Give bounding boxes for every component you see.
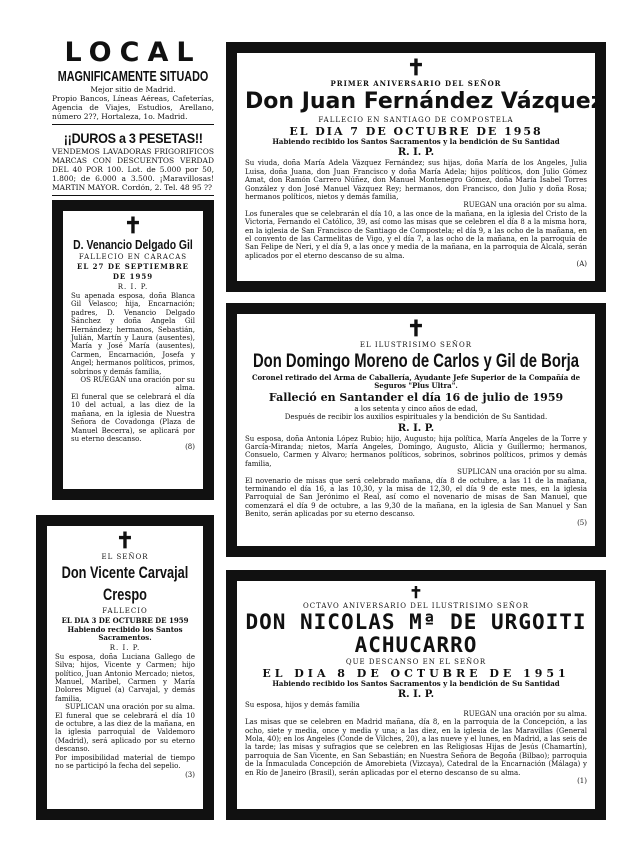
obituary-pre: OCTAVO ANIVERSARIO DEL ILUSTRISIMO SEÑOR — [303, 602, 529, 610]
obituary-pre: EL ILUSTRISIMO SEÑOR — [359, 341, 473, 349]
obituary-date: EL DIA 7 DE OCTUBRE DE 1958 — [289, 125, 543, 138]
obituary-name: Don Domingo Moreno de Carlos y Gil de Borja — [252, 351, 580, 372]
obituary-title: Coronel retirado del Arma de Caballería, Ayudante Jefe Superior de la Compañía de Seguros "Plus Ultra". — [251, 373, 581, 391]
obituary-name-2: Crespo — [103, 585, 147, 604]
obituary-note: Por imposibilidad material de tiempo no se participó la fecha del sepelio. — [55, 753, 195, 771]
obituary-pre: EL SEÑOR — [101, 553, 149, 561]
obituary-rip: R. I. P. — [397, 147, 435, 159]
obituary-request: RUEGAN una oración por su alma. — [463, 201, 587, 210]
ad-local — [52, 38, 214, 199]
obituary-family: Su esposa, doña Luciana Gallego de Silva; hijos, Vicente y Carmen; hijo político, Juan Antonio Mercado; nietos, Manuel, Maribel, Carmen y María Dolores Miguel (a) Carvajal, y demás familia, — [55, 652, 195, 703]
obituary-funeral: El funeral que se celebrará el día 10 de octubre, a las diez de la mañana, en la iglesia parroquial de Valdemoro (Madrid), será aplicado por su eterno descanso. — [55, 711, 195, 754]
obituary-family: Su esposa, doña Antonia López Rubio; hijo, Augusto; hija política, María Angeles de la Torre y García-Miranda; nietos, María Angeles, Domingo, Augusto, Alicia y Guillermo; hermanos, Consuelo, Carmen y Alvaro; hermanos políticos, sobrinos, sobrinos políticos, primos y demás familia, — [245, 434, 587, 468]
ad-local-subtitle: MAGNIFICAMENTE SITUADO — [57, 68, 209, 85]
obituary-rip: R. I. P. — [397, 422, 435, 434]
obituary-ref: (5) — [577, 518, 587, 527]
obituary-family: Su esposa, hijos y demás familia — [245, 701, 360, 710]
obituary-request: SUPLICAN una oración por su alma. — [65, 703, 195, 712]
obituary-sacraments: Después de recibir los auxilios espirituales y la bendición de Su Santidad. — [284, 413, 548, 422]
cross-icon: ✝ — [409, 583, 423, 602]
obituary-rip: R. I. P. — [397, 689, 435, 701]
ad-duros-text: VENDEMOS LAVADORAS FRIGORIFICOS MARCAS CON DESCUENTOS VERDAD DEL 40 POR 100. Lot. de 5.000 por 50, 1.800; de 6.000 a 3.500. ¡Maravillosas! MARTIN MAYOR. Cordón, 2. Tel. 48 95 ?? — [52, 147, 214, 192]
ad-local-text: Propio Bancos, Líneas Aéreas, Cafeterías, Agencia de Viajes, Estudios, Arellano, número 2??, Hortaleza, 1o. Madrid. — [52, 94, 214, 121]
obituary-place: FALLECIO EN SANTIAGO DE COMPOSTELA — [318, 116, 514, 124]
obituary-ref: (1) — [577, 777, 587, 786]
obituary-sacraments: Habiendo recibido los Santos Sacramentos. — [67, 625, 183, 643]
divider — [52, 124, 214, 125]
obituary-sacraments: Habiendo recibido los Santos Sacramentos y la bendición de Su Santidad — [272, 137, 560, 146]
obituary-delgado — [52, 200, 214, 500]
obituary-funeral: El novenario de misas que será celebrado mañana, día 8 de octubre, a las 11 de la mañana, terminando el día 16, a las 10,30, y la misa de 12,30, el día 9 de este mes, en la iglesia Parroquial de San Jerónimo el Real, así como el novenario de misas de San Manuel, que comenzará el día 9 de octubre, a las 9,30 de la mañana, en la iglesia de San Manuel y San Benito, serán aplicadas por su eterno descanso. — [245, 476, 587, 519]
obituary-name: Don Juan Fernández Vázquez — [245, 89, 604, 114]
obituary-request: SUPLICAN una oración por su alma. — [457, 468, 587, 477]
ad-duros-title: ¡¡DUROS a 3 PESETAS!! — [63, 130, 203, 146]
obituary-rest: QUE DESCANSO EN EL SEÑOR — [345, 658, 487, 666]
ad-duros-title-wrap — [52, 128, 214, 147]
obituary-pre: PRIMER ANIVERSARIO DEL SEÑOR — [330, 79, 502, 88]
obituary-carvajal — [36, 515, 214, 820]
obituary-name: Don Vicente Carvajal — [61, 563, 189, 582]
ad-local-title: LOCAL — [64, 37, 202, 68]
obituary-sacraments: Habiendo recibido los Santos Sacramentos y la bendición de Su Santidad — [272, 679, 560, 688]
obituary-urgoiti — [226, 570, 606, 820]
cross-icon: ✝ — [406, 316, 426, 342]
obituary-name: DON NICOLAS Mª DE URGOITI — [245, 610, 587, 634]
obituary-family: Su viuda, doña María Adela Vázquez Fernández; sus hijas, doña María de los Angeles, Julia Luisa, doña Juana, don Juan Francisco y doña María Adela; hijos políticos, don Julio Gómez Amat, don Ramón Carrero Núñez, don Manuel Montenegro Gómez, doña María Isabel Torres González y don José Manuel Vázquez Rey; hermanos, don Francisco, don Julio y doña Rosa; hermanos políticos, nietos y demás familia, — [245, 159, 587, 202]
obituary-name: D. Venancio Delgado Gil — [73, 237, 193, 252]
cross-icon: ✝ — [123, 213, 143, 239]
obituary-funeral: El funeral que se celebrará el día 10 del actual, a las diez de la mañana, en la iglesia de Nuestra Señora de Covadonga (Plaza de Manuel Becerra), se aplicará por su eterno descanso. — [71, 392, 195, 443]
obituary-moreno — [226, 303, 606, 557]
ad-local-line: Mejor sitio de Madrid. — [90, 85, 176, 94]
obituary-place: FALLECIO EN CARACAS — [78, 253, 188, 261]
obituary-funeral: Las misas que se celebren en Madrid mañana, día 8, en la parroquia de la Concepción, a las ocho, siete y media, once y media y una; a las diez, en la iglesia de las Maravillas (General Mola, 40); en los Angeles (Conde de Vilches, 20), a las nueve y el lunes, en Madrid, a las seis de la tarde; las misas y sufragios que se celebren en las Religiosas Hijas de Jesús (Chamartín), parroquia de San Vicente, en San Sebastián; en Nuestra Señora de Begoña (Bilbao); parroquia de la Inmaculada Concepción de Amorebieta (Vizcaya), Catedral de la Encarnación (Málaga) y en Río de Janeiro (Brasil), serán aplicadas por el eterno descanso de su alma. — [245, 718, 587, 777]
obituary-rip: R. I. P. — [109, 643, 141, 652]
obituary-funeral: Los funerales que se celebrarán el día 10, a las once de la mañana, en la iglesia del Cristo de la Victoria, Fernando el Católico, 39, así como las misas que se celebren el día 8 a la misma hora, en la iglesia de San Francisco de Santiago de Compostela; el día 9, a las ocho de la mañana, en el convento de las Carmelitas de Vigo, y el día 7, a las ocho de la mañana, en la parroquia de San Felipe de Neri, y el día 9, a las once y media de la mañana, en la parroquia de Alcalá, serán aplicados por el eterno descanso de su alma. — [245, 209, 587, 260]
obituary-date: EL 27 DE SEPTIEMBRE DE 1959 — [76, 262, 189, 281]
cross-icon: ✝ — [115, 528, 135, 554]
cross-icon: ✝ — [406, 55, 426, 81]
obituary-date: EL DIA 8 DE OCTUBRE DE 1951 — [262, 667, 570, 680]
obituary-request: RUEGAN una oración por su alma. — [463, 709, 587, 718]
obituary-age: a los setenta y cinco años de edad, — [354, 404, 478, 413]
obituary-ref: (8) — [185, 443, 195, 452]
obituary-ref: (3) — [185, 770, 195, 779]
obituary-ref: (A) — [576, 260, 587, 269]
obituary-rip: R. I. P. — [117, 283, 149, 291]
obituary-request: OS RUEGAN una oración por su alma. — [80, 376, 195, 393]
obituary-date: Falleció en Santander el día 16 de julio de 1959 — [268, 390, 564, 404]
obituary-family: Su apenada esposa, doña Blanca Gil Velasco; hija, Encarnación; padres, D. Venancio Delgado Sánchez y doña Angela Gil Hernández; hermanos, Sebastián, Julián, Martín y Laura (ausentes), María y José María (ausentes), Carmen, Encarnación, Josefa y Angel; hermanos políticos, primos, sobrinos y demás familia, — [71, 292, 195, 376]
obituary-name-2: ACHUCARRO — [354, 633, 478, 657]
obituary-fallecio: FALLECIO — [102, 607, 148, 615]
obituary-fernandez — [226, 42, 606, 292]
divider — [52, 195, 214, 196]
obituary-date: EL DIA 3 DE OCTUBRE DE 1959 — [61, 616, 189, 625]
